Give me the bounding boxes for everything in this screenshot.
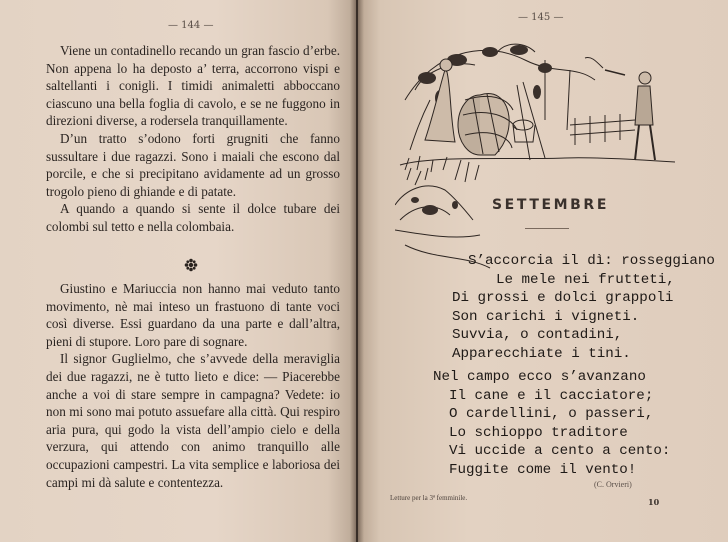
poem-line: S’accorcia il dì: rosseggiano: [468, 253, 715, 269]
poem-line: O cardellini, o passeri,: [449, 406, 654, 422]
paragraph: A quando a quando si sente il dolce tubare dei colombi sul tetto e nella colombaia.: [46, 201, 340, 234]
poem-stanza-1: [452, 252, 715, 363]
signature-number: 10: [648, 497, 660, 507]
left-page-number: — 144 —: [168, 20, 214, 31]
poem-line: Nel campo ecco s’avanzano: [433, 369, 646, 385]
vineyard-harvest-illustration: [395, 30, 680, 270]
title-divider: [525, 228, 569, 229]
poem-stanza-2: [433, 368, 670, 479]
poem-author: (C. Orvieri): [594, 480, 632, 489]
poem-line: Son carichi i vigneti.: [452, 308, 640, 325]
right-page-number: — 145 —: [518, 12, 564, 23]
signature-footer: Letture per la 3ª femminile.: [390, 494, 468, 502]
flower-ornament-icon: [184, 258, 198, 272]
paragraph: Giustino e Mariuccia non hanno mai veduto tanto movimento, nè mai inteso un frastuono di tante voci così diverse. Essi guardano da una parte e dall’altra, pieni di stupore. Loro pare di sognare.: [46, 281, 340, 349]
poem-line: Suvvia, o contadini,: [452, 327, 623, 343]
book-gutter: [350, 0, 364, 542]
poem-title: SETTEMBRE: [492, 197, 609, 213]
paragraph: D’un tratto s’odono forti grugniti che fanno sussultare i due ragazzi. Sono i maiali che escono dal porcile, e che si precipitano avidamente ad un grosso trogolo pieno di ghiande e di patate.: [46, 130, 340, 199]
paragraph: Il signor Guglielmo, che s’avvede della meraviglia dei due ragazzi, ne è tutto lieto e dice: — Piacerebbe anche a voi di stare sempre in campagna? Vedete: io non mi sono mai potuto assuefare alla città. Qui respiro aria pura, qui godo la vista dell’ampio cielo e della verzura, qui attendo con animo tranquillo alle occupazioni campestri. La vita semplice e laboriosa dei campi mi dà salute e contentezza.: [46, 351, 340, 490]
poem-line: Lo schioppo traditore: [449, 424, 628, 441]
poem-line: Di grossi e dolci grappoli: [452, 290, 674, 306]
prose-block-bottom: [46, 280, 340, 491]
poem-line: Fuggite come il vento!: [449, 461, 637, 478]
paragraph: Viene un contadinello recando un gran fascio d’erbe. Non appena lo ha deposto a’ terra, accorrono vispi e saltellanti i conigli. I timidi animaletti abboccano ciascuno una bella foglia di cavolo, e se ne fuggono in direzioni diverse, a rodersela tranquillamente.: [46, 43, 340, 129]
poem-line: Il cane e il cacciatore;: [449, 387, 654, 404]
poem-line: Vi uccide a cento a cento:: [449, 443, 671, 459]
poem-line: Le mele nei frutteti,: [496, 271, 675, 288]
poem-line: Apparecchiate i tini.: [452, 345, 631, 362]
prose-block-top: [46, 42, 340, 236]
